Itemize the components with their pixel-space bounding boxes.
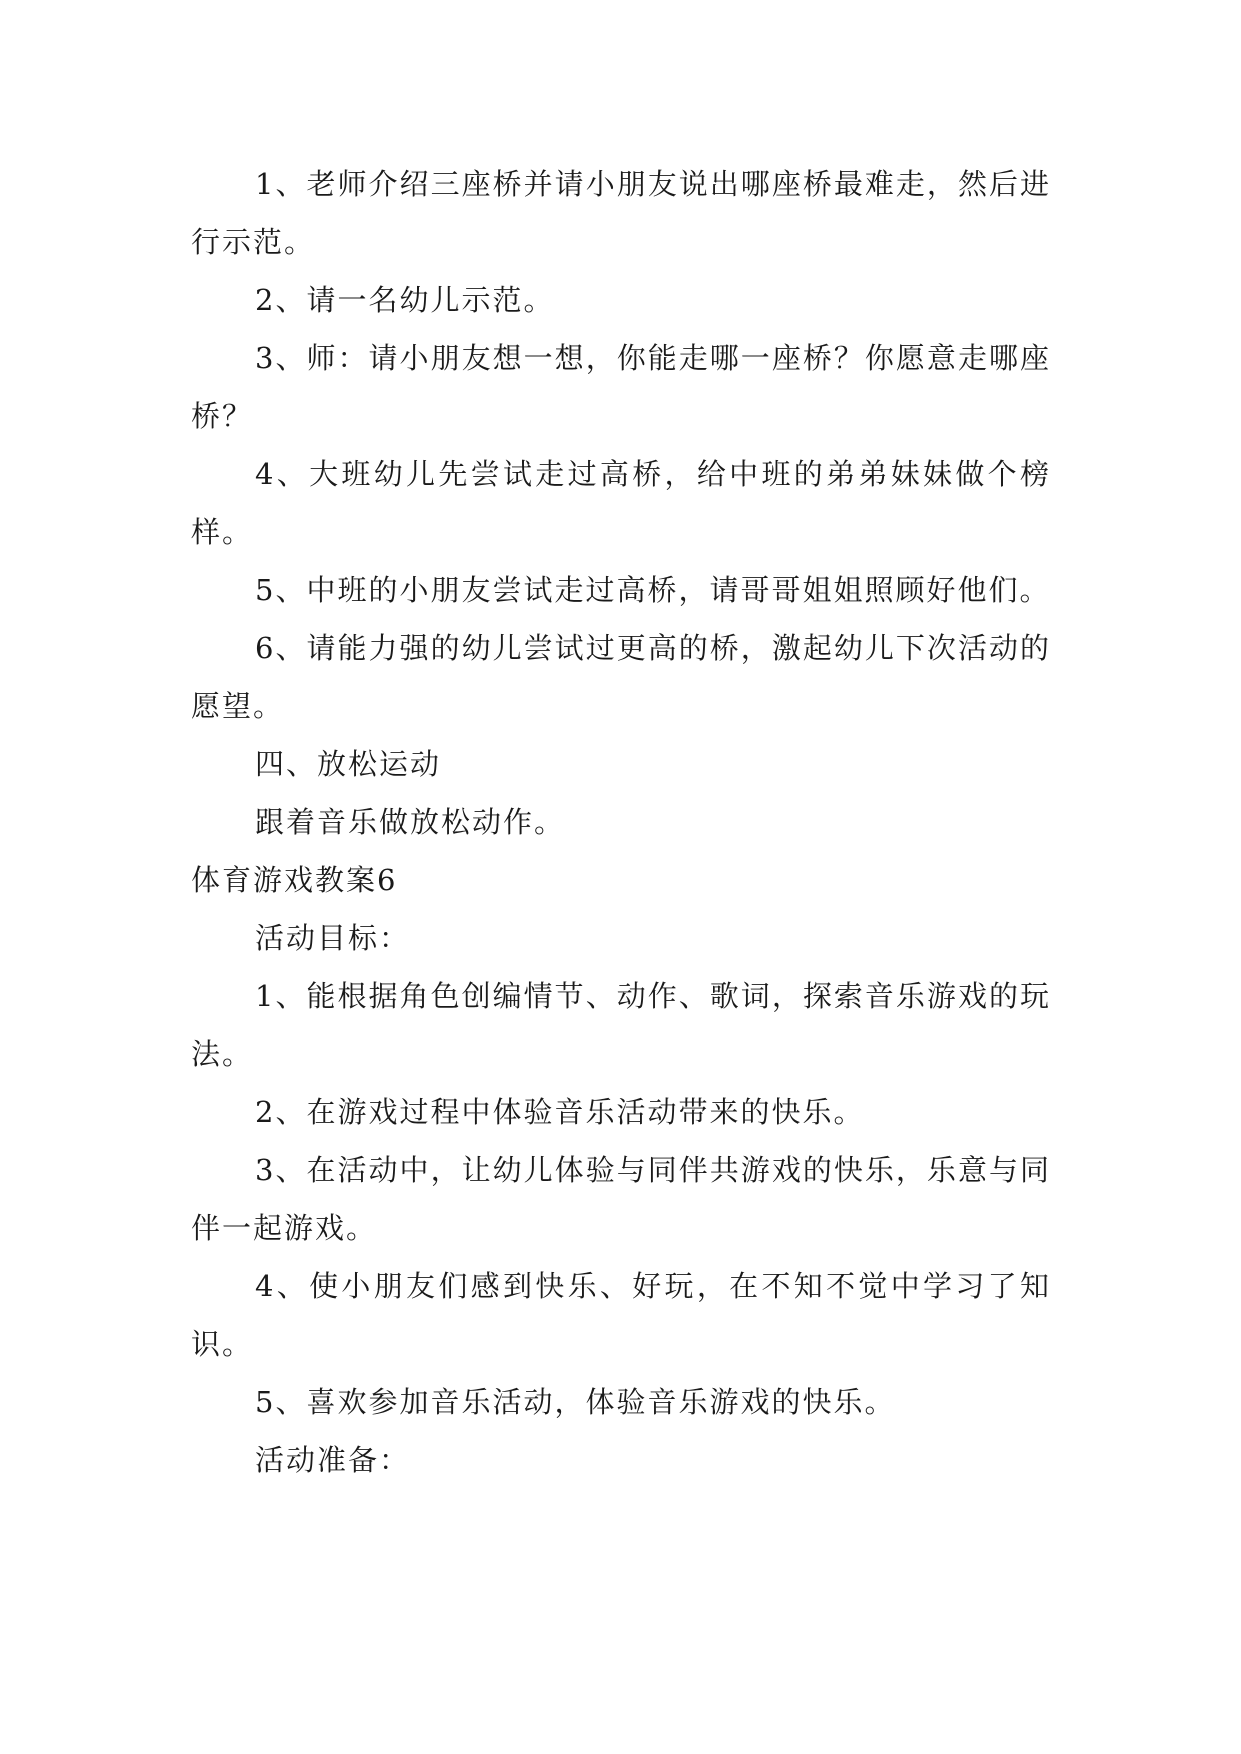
paragraph-step-5: 5、中班的小朋友尝试走过高桥，请哥哥姐姐照顾好他们。 [255,573,1051,607]
section-heading-preparation: 活动准备： [255,1443,411,1477]
paragraph-step-3: 3、师：请小朋友想一想，你能走哪一座桥？你愿意走哪座桥？ [191,341,1051,433]
lesson-title: 体育游戏教案6 [191,863,398,897]
document-body [191,155,1051,1489]
section-heading-goals: 活动目标： [255,921,411,955]
paragraph-relax: 跟着音乐做放松动作。 [255,805,566,839]
paragraph-step-2: 2、请一名幼儿示范。 [255,283,555,317]
paragraph-step-4: 4、大班幼儿先尝试走过高桥，给中班的弟弟妹妹做个榜样。 [191,457,1051,549]
paragraph-goal-2: 2、在游戏过程中体验音乐活动带来的快乐。 [255,1095,865,1129]
paragraph-step-1: 1、老师介绍三座桥并请小朋友说出哪座桥最难走，然后进行示范。 [191,167,1051,259]
paragraph-goal-1: 1、能根据角色创编情节、动作、歌词，探索音乐游戏的玩法。 [191,979,1051,1071]
paragraph-goal-4: 4、使小朋友们感到快乐、好玩，在不知不觉中学习了知识。 [191,1269,1051,1361]
paragraph-goal-5: 5、喜欢参加音乐活动，体验音乐游戏的快乐。 [255,1385,896,1419]
section-heading-relax: 四、放松运动 [255,747,442,781]
paragraph-goal-3: 3、在活动中，让幼儿体验与同伴共游戏的快乐，乐意与同伴一起游戏。 [191,1153,1051,1245]
paragraph-step-6: 6、请能力强的幼儿尝试过更高的桥，激起幼儿下次活动的愿望。 [191,631,1051,723]
